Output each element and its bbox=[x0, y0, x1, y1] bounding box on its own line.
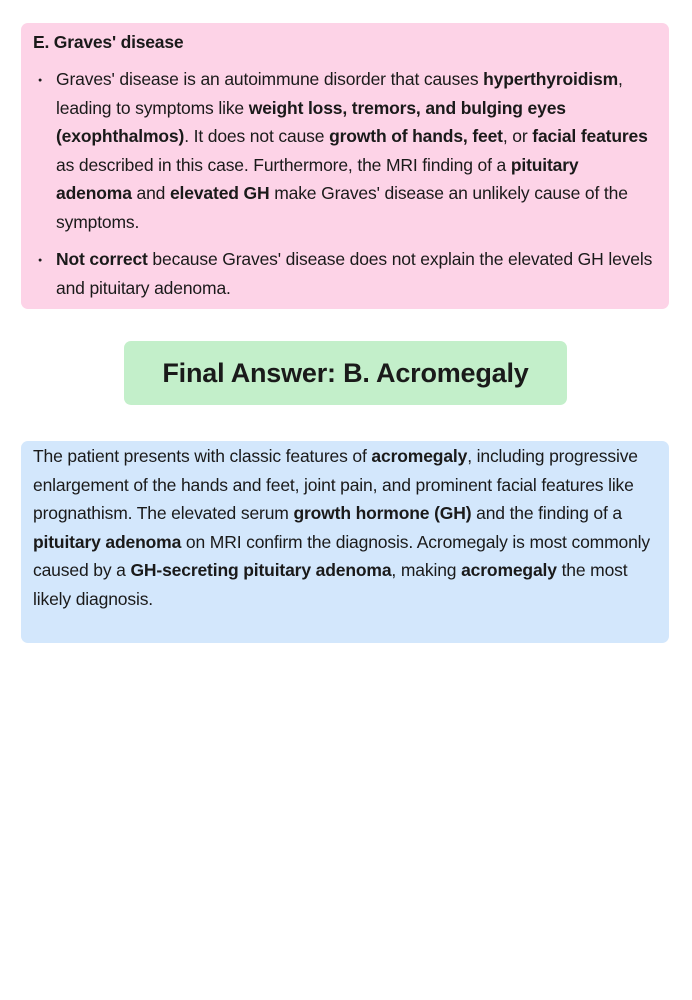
text-run: on MRI confirm the diagnosis. Acromegaly is most commonly caused by a bbox=[33, 531, 651, 580]
text-run: make Graves' disease an unlikely cause of the symptoms. bbox=[56, 183, 628, 232]
text-run: Graves' disease is an autoimmune disorder that causes bbox=[56, 69, 484, 89]
explanation-card bbox=[21, 441, 669, 643]
final-answer-label: Final Answer: B. Acromegaly bbox=[162, 357, 529, 388]
bold-text: pituitary adenoma bbox=[33, 531, 182, 552]
explanation-text bbox=[33, 446, 650, 609]
final-answer-banner bbox=[124, 341, 567, 405]
bold-text: Not correct bbox=[56, 249, 148, 269]
text-run: , including progressive enlargement of the hands and feet, joint pain, and prominent facial features like prognathism. The elevated serum bbox=[33, 446, 638, 523]
text-run: , or bbox=[502, 126, 533, 146]
text-run: , making bbox=[391, 560, 462, 580]
bold-text: acromegaly bbox=[461, 560, 557, 580]
bold-text: GH-secreting pituitary adenoma bbox=[130, 560, 392, 580]
bold-text: facial features bbox=[532, 126, 648, 146]
text-run: and the finding of a bbox=[471, 503, 622, 523]
text-run: . It does not cause bbox=[184, 126, 330, 146]
text-run: the most likely diagnosis. bbox=[33, 560, 628, 609]
bullet-dot-icon: ● bbox=[38, 77, 43, 84]
bold-text: growth hormone (GH) bbox=[293, 503, 472, 523]
bold-text: hyperthyroidism bbox=[483, 69, 619, 89]
text-run: The patient presents with classic features of bbox=[33, 446, 372, 466]
bold-text: weight loss, tremors, and bulging eyes (exophthalmos) bbox=[56, 97, 566, 146]
bullet-dot-icon: ● bbox=[38, 257, 43, 264]
text-run: and bbox=[131, 183, 170, 203]
bullet-text bbox=[56, 69, 648, 232]
text-run: as described in this case. Furthermore, the MRI finding of a bbox=[56, 154, 511, 175]
bold-text: pituitary adenoma bbox=[56, 154, 579, 203]
bullet-item bbox=[33, 245, 657, 302]
bold-text: growth of hands, feet bbox=[329, 126, 503, 146]
option-e-card bbox=[21, 23, 669, 309]
bullet-item bbox=[33, 65, 657, 236]
bold-text: elevated GH bbox=[169, 183, 270, 203]
text-run: because Graves' disease does not explain the elevated GH levels and pituitary adenoma. bbox=[56, 249, 653, 298]
option-e-bullet-list bbox=[33, 65, 657, 302]
bullet-text bbox=[56, 249, 652, 298]
bold-text: acromegaly bbox=[371, 446, 468, 466]
option-e-heading: E. Graves' disease bbox=[33, 32, 184, 52]
text-run: , leading to symptoms like bbox=[56, 69, 623, 118]
